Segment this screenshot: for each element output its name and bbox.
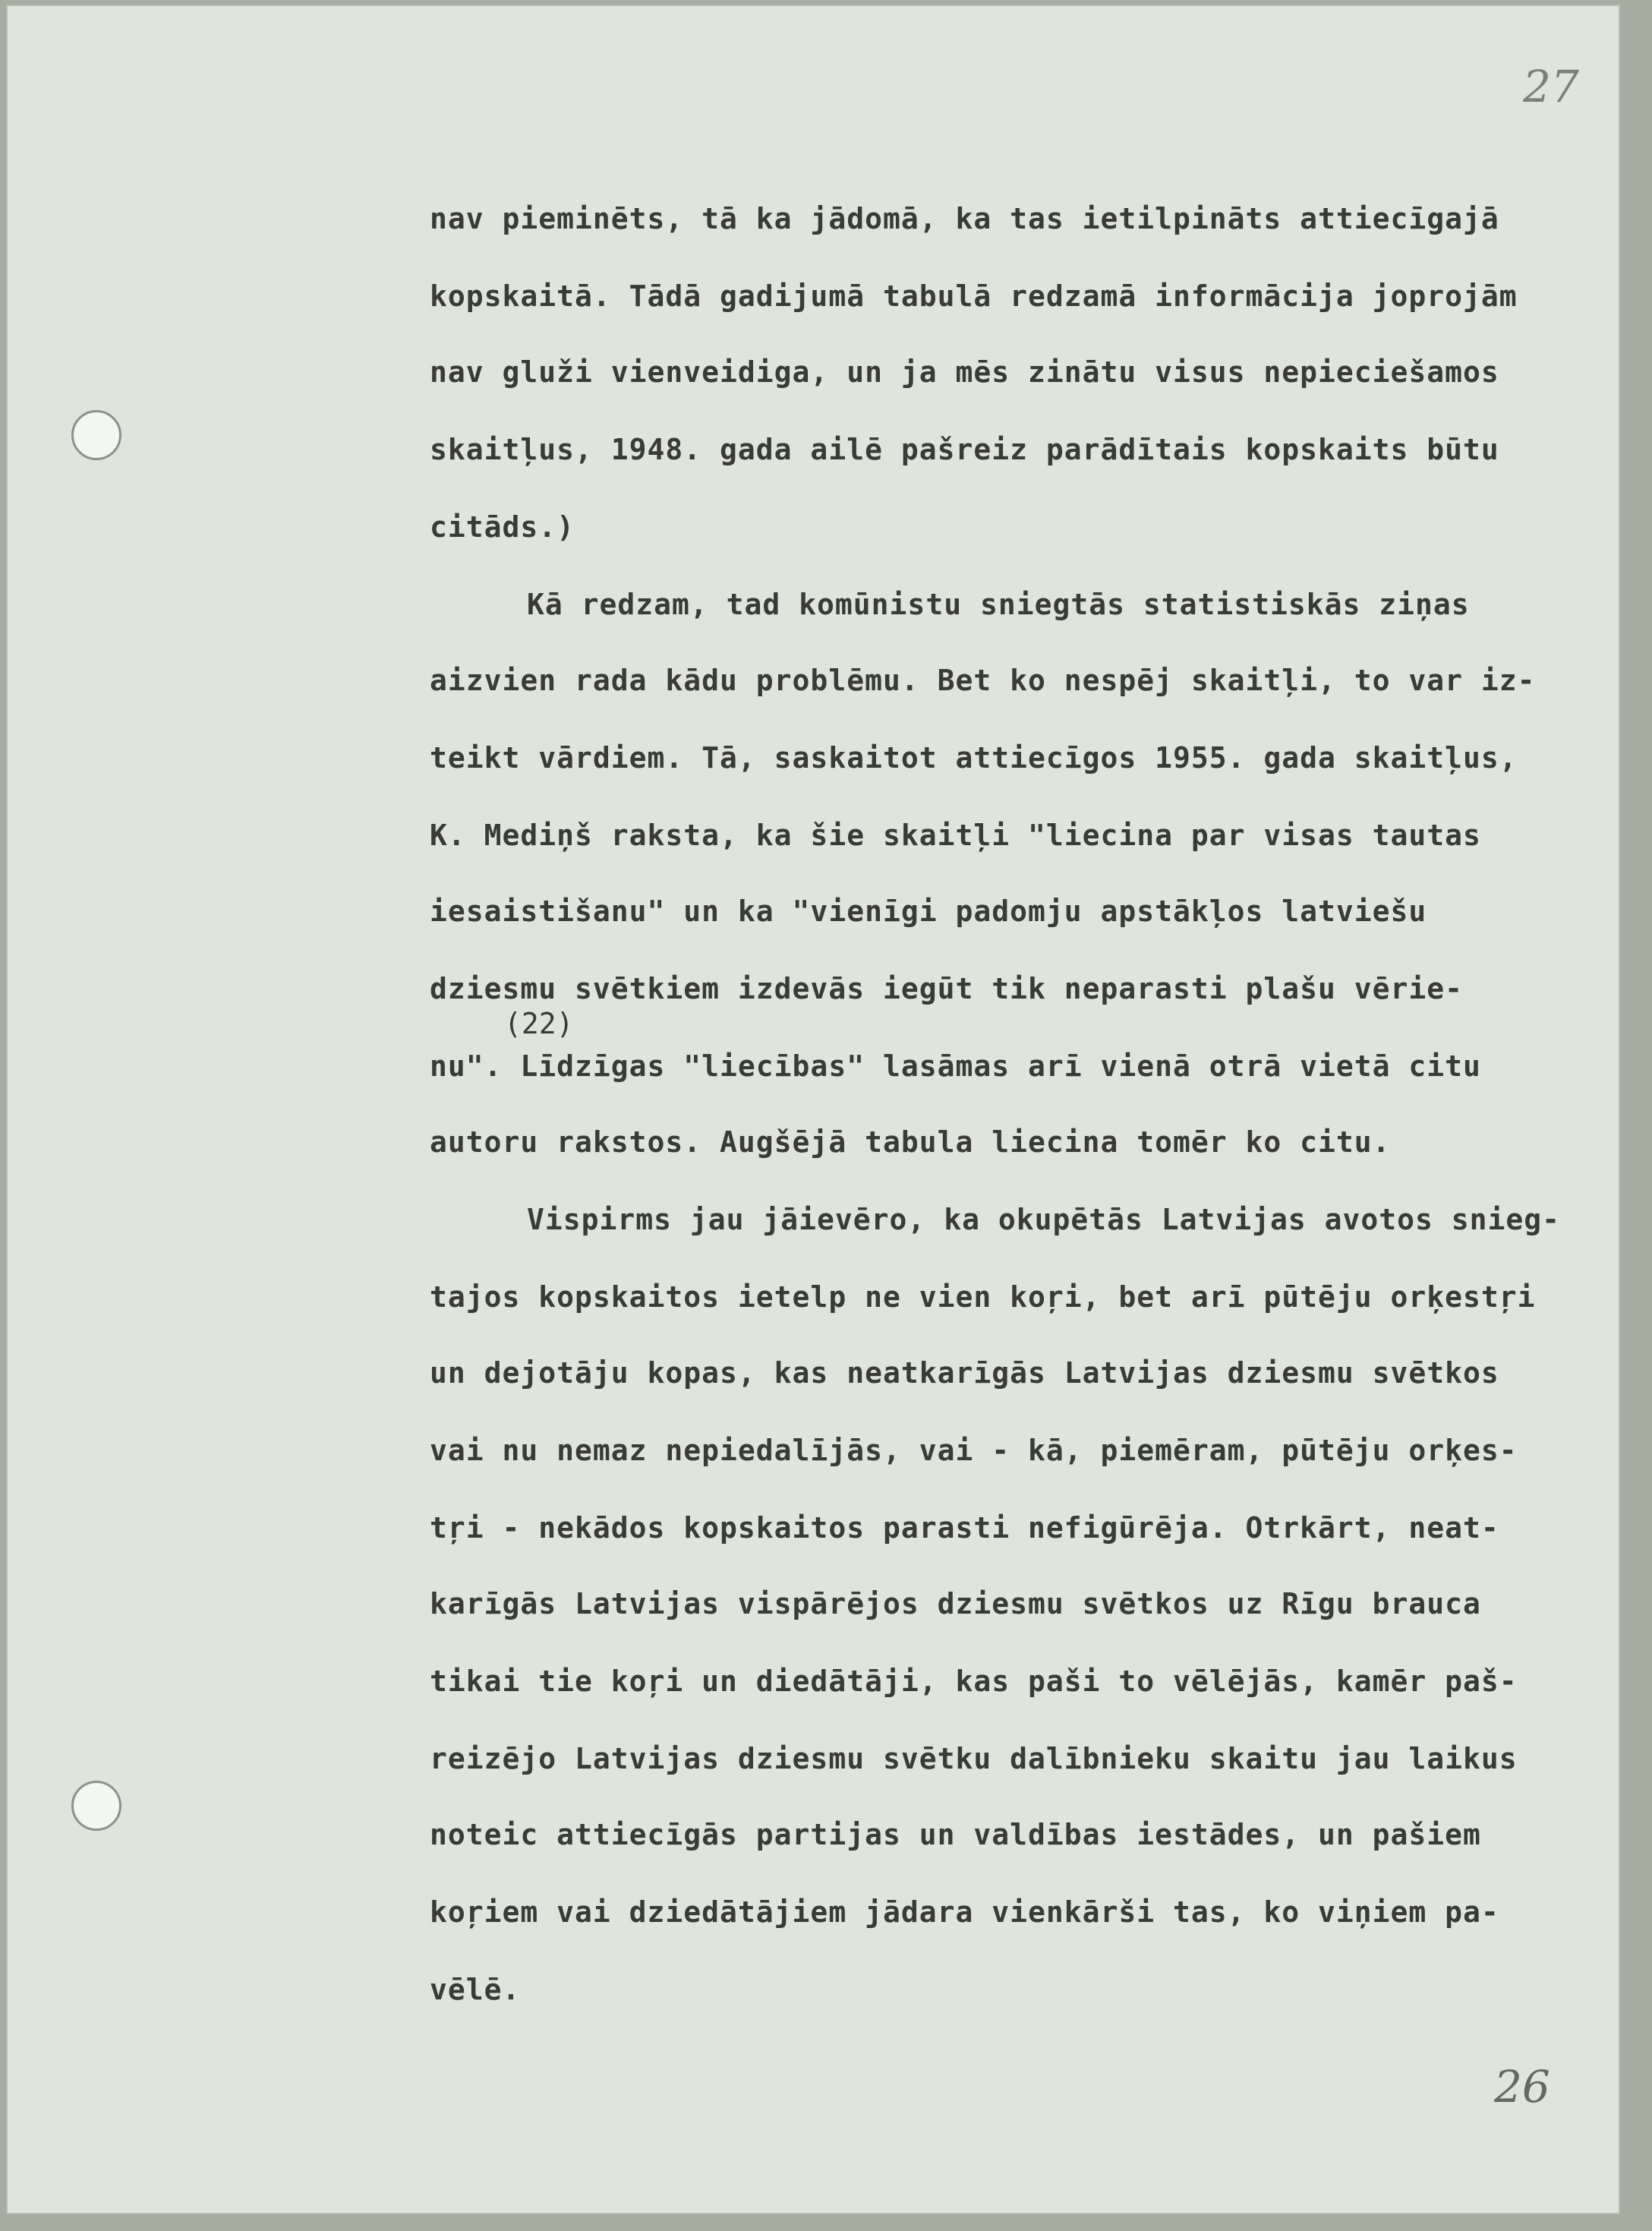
text-line: autoru rakstos. Augšējā tabula liecina tomēr ko citu. (430, 1125, 1391, 1159)
text-line: kopskaitā. Tādā gadijumā tabulā redzamā informācija joprojām (430, 279, 1518, 313)
text-line: tikai tie koŗi un diedātāji, kas paši to vēlējās, kamēr paš- (430, 1665, 1518, 1698)
text-line: teikt vārdiem. Tā, saskaitot attiecīgos 1955. gada skaitļus, (430, 741, 1518, 775)
text-line: nav gluži vienveidiga, un ja mēs zinātu visus nepieciešamos (430, 355, 1499, 389)
text-line: aizvien rada kādu problēmu. Bet ko nespēj skaitļi, to var iz- (430, 664, 1536, 697)
punch-hole (71, 1781, 121, 1831)
text-line: koŗiem vai dziedātājiem jādara vienkārši tas, ko viņiem pa- (430, 1895, 1499, 1929)
text-line: noteic attiecīgās partijas un valdības iestādes, un pašiem (430, 1818, 1481, 1851)
text-line: citāds.) (430, 510, 575, 544)
text-line: tŗi - nekādos kopskaitos parasti nefigūrēja. Otrkārt, neat- (430, 1511, 1499, 1545)
text-line: reizējo Latvijas dziesmu svētku dalībnieku skaitu jau laikus (430, 1742, 1518, 1775)
document-page (6, 5, 1620, 2214)
footnote-reference: (22) (504, 1007, 574, 1040)
text-line: karīgās Latvijas vispārējos dziesmu svētkos uz Rīgu brauca (430, 1587, 1481, 1620)
text-line: K. Mediņš raksta, ka šie skaitļi "liecina par visas tautas (430, 819, 1481, 852)
text-line: vēlē. (430, 1973, 521, 2006)
text-line: vai nu nemaz nepiedalījās, vai - kā, piemēram, pūtēju orķes- (430, 1434, 1518, 1467)
text-line: un dejotāju kopas, kas neatkarīgās Latvijas dziesmu svētkos (430, 1356, 1499, 1390)
text-line: skaitļus, 1948. gada ailē pašreiz parādītais kopskaits būtu (430, 433, 1499, 466)
handwritten-page-number-bottom: 26 (1494, 2061, 1550, 2113)
text-line: dziesmu svētkiem izdevās iegūt tik neparasti plašu vērie- (430, 972, 1464, 1005)
text-line: iesaistišanu" un ka "vienīgi padomju apstākļos latviešu (430, 895, 1427, 928)
text-line: nav pieminēts, tā ka jādomā, ka tas ietilpināts attiecīgajā (430, 202, 1499, 235)
text-line: Vispirms jau jāievēro, ka okupētās Latvijas avotos snieg- (527, 1203, 1561, 1236)
text-line: Kā redzam, tad komūnistu sniegtās statistiskās ziņas (527, 588, 1470, 621)
handwritten-page-number: 27 (1523, 61, 1579, 112)
text-line: nu". Līdzīgas "liecības" lasāmas arī vienā otrā vietā citu (430, 1049, 1481, 1083)
text-line: tajos kopskaitos ietelp ne vien koŗi, bet arī pūtēju orķestŗi (430, 1280, 1536, 1314)
punch-hole (71, 410, 121, 460)
